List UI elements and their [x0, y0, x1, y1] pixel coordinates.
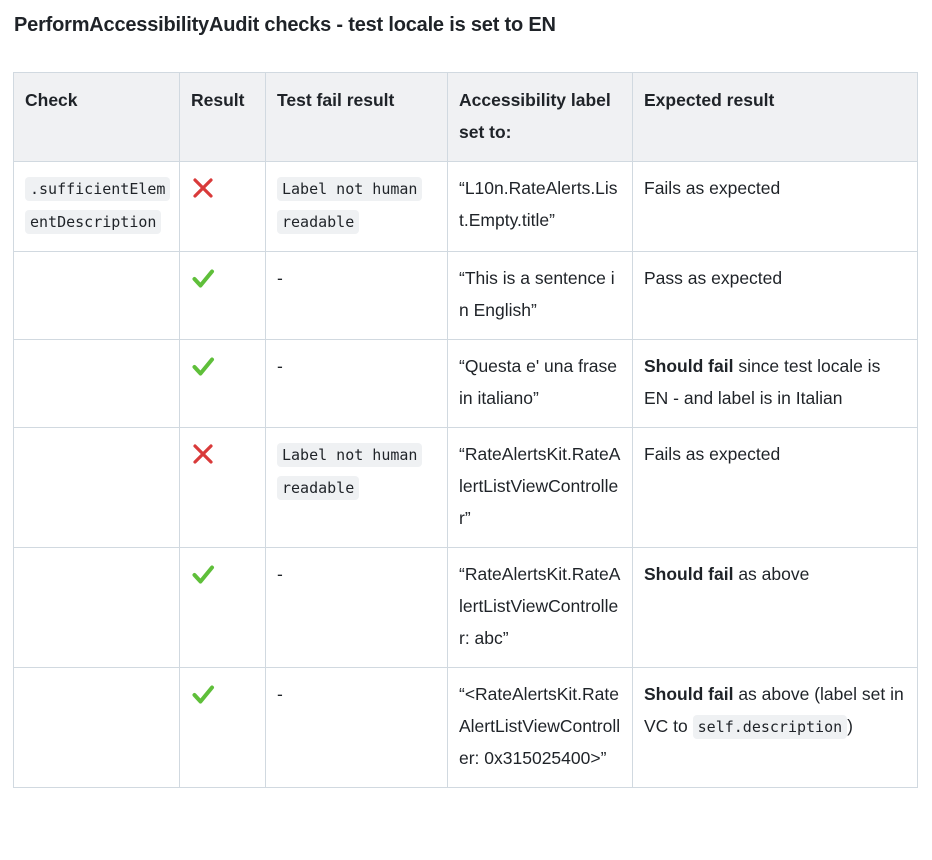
expected-cell — [633, 252, 918, 340]
header-result: Result — [180, 73, 266, 162]
result-cell — [180, 252, 266, 340]
green-check-icon — [191, 682, 215, 706]
table-header-row — [14, 73, 918, 162]
check-cell — [14, 428, 180, 548]
header-accessibility-label: Accessibility label set to: — [448, 73, 633, 162]
expected-tail: ) — [847, 716, 853, 736]
table-row — [14, 548, 918, 668]
expected-bold: Should fail — [644, 684, 734, 704]
check-cell — [14, 340, 180, 428]
label-cell — [448, 428, 633, 548]
table-row — [14, 428, 918, 548]
result-cell — [180, 428, 266, 548]
fail-result-text: - — [277, 564, 283, 584]
expected-cell — [633, 428, 918, 548]
expected-text: as above — [733, 564, 810, 584]
label-text: “RateAlertsKit.RateAlertListViewController” — [459, 444, 621, 528]
expected-cell — [633, 340, 918, 428]
label-text: “<RateAlertsKit.RateAlertListViewController: 0x315025400>” — [459, 684, 621, 768]
expected-text: Fails as expected — [644, 444, 781, 464]
fail-result-cell — [266, 668, 448, 788]
expected-code: self.description — [693, 715, 848, 739]
page-title: PerformAccessibilityAudit checks - test locale is set to EN — [14, 14, 556, 36]
check-cell — [14, 668, 180, 788]
fail-result-cell — [266, 340, 448, 428]
table-row — [14, 340, 918, 428]
fail-result-text: - — [277, 684, 283, 704]
check-cell — [14, 252, 180, 340]
expected-text: Fails as expected — [644, 178, 781, 198]
check-cell — [14, 548, 180, 668]
label-cell — [448, 340, 633, 428]
result-cell — [180, 548, 266, 668]
red-cross-icon — [191, 442, 215, 466]
green-check-icon — [191, 562, 215, 586]
expected-text: since test locale is EN - and label is in Italian — [644, 356, 881, 408]
table-row — [14, 162, 918, 252]
fail-result-cell — [266, 428, 448, 548]
green-check-icon — [191, 266, 215, 290]
green-check-icon — [191, 354, 215, 378]
label-cell — [448, 252, 633, 340]
fail-result-code: Label not human readable — [277, 177, 422, 234]
result-cell — [180, 668, 266, 788]
expected-bold: Should fail — [644, 564, 734, 584]
expected-cell — [633, 668, 918, 788]
table-row — [14, 668, 918, 788]
fail-result-text: - — [277, 356, 283, 376]
expected-text: as above (label set in VC to — [644, 684, 904, 736]
label-cell — [448, 548, 633, 668]
audit-table — [13, 72, 918, 788]
header-check: Check — [14, 73, 180, 162]
fail-result-cell — [266, 548, 448, 668]
expected-bold: Should fail — [644, 356, 734, 376]
check-code: .sufficientElementDescription — [25, 177, 170, 234]
fail-result-cell — [266, 252, 448, 340]
header-test-fail-result: Test fail result — [266, 73, 448, 162]
label-text: “RateAlertsKit.RateAlertListViewController: abc” — [459, 564, 621, 648]
fail-result-code: Label not human readable — [277, 443, 422, 500]
table-row — [14, 252, 918, 340]
fail-result-text: - — [277, 268, 283, 288]
red-cross-icon — [191, 176, 215, 200]
label-text: “Questa e' una frase in italiano” — [459, 356, 618, 408]
result-cell — [180, 162, 266, 252]
fail-result-cell — [266, 162, 448, 252]
result-cell — [180, 340, 266, 428]
check-cell — [14, 162, 180, 252]
label-cell — [448, 162, 633, 252]
expected-cell — [633, 548, 918, 668]
label-text: “L10n.RateAlerts.List.Empty.title” — [459, 178, 618, 230]
label-text: “This is a sentence in English” — [459, 268, 615, 320]
expected-text: Pass as expected — [644, 268, 783, 288]
label-cell — [448, 668, 633, 788]
header-expected-result: Expected result — [633, 73, 918, 162]
expected-cell — [633, 162, 918, 252]
